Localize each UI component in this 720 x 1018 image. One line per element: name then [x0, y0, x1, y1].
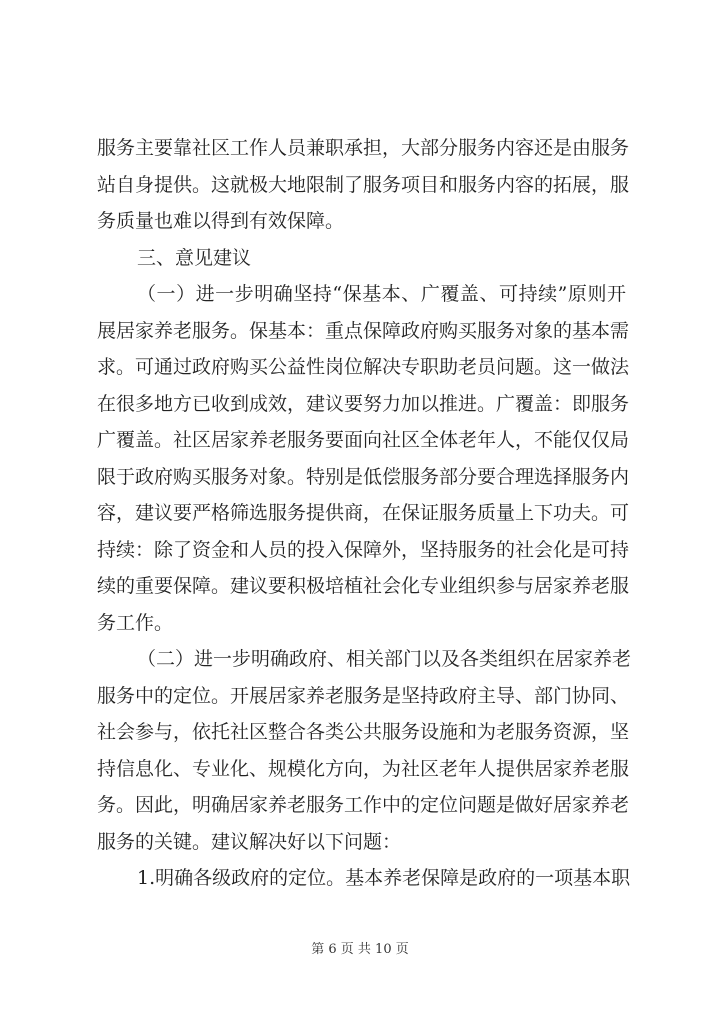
text-line: 服务中的定位。开展居家养老服务是坚持政府主导、部门协同、: [97, 684, 630, 707]
text-line: 容，建议要严格筛选服务提供商，在保证服务质量上下功夫。可: [97, 502, 630, 524]
section-heading: 三、意见建议: [137, 246, 252, 269]
text-line: 限于政府购买服务对象。特别是低偿服务部分要合理选择服务内: [97, 465, 630, 488]
text-line: （一）进一步明确坚持“保基本、广覆盖、可持续”原则开: [137, 283, 626, 305]
text-line: 持续：除了资金和人员的投入保障外，坚持服务的社会化是可持: [97, 538, 630, 561]
text-line: 持信息化、专业化、规模化方向，为社区老年人提供居家养老服: [97, 757, 630, 780]
text-line: 社会参与，依托社区整合各类公共服务设施和为老服务资源，坚: [97, 721, 630, 743]
document-body: [97, 130, 632, 897]
text-line: 广覆盖。社区居家养老服务要面向社区全体老年人，不能仅仅局: [97, 429, 630, 451]
page-number-footer: 第 6 页 共 10 页: [311, 942, 409, 957]
text-line: 求。可通过政府购买公益性岗位解决专职助老员问题。这一做法: [97, 356, 630, 378]
text-line: 服务的关键。建议解决好以下问题：: [97, 830, 402, 853]
text-line: 务。因此，明确居家养老服务工作中的定位问题是做好居家养老: [97, 794, 630, 816]
text-line: 务工作。: [97, 611, 174, 634]
text-line: 务质量也难以得到有效保障。: [97, 210, 345, 232]
text-line: 续的重要保障。建议要积极培植社会化专业组织参与居家养老服: [97, 575, 630, 597]
text-line: 展居家养老服务。保基本：重点保障政府购买服务对象的基本需: [97, 319, 630, 342]
text-line: 1.明确各级政府的定位。基本养老保障是政府的一项基本职: [137, 867, 631, 889]
text-line: 在很多地方已收到成效，建议要努力加以推进。广覆盖：即服务: [97, 392, 630, 415]
text-line: 站自身提供。这就极大地限制了服务项目和服务内容的拓展，服: [97, 173, 630, 196]
text-line: （二）进一步明确政府、相关部门以及各类组织在居家养老: [137, 648, 632, 670]
text-line: 服务主要靠社区工作人员兼职承担，大部分服务内容还是由服务: [97, 137, 630, 159]
